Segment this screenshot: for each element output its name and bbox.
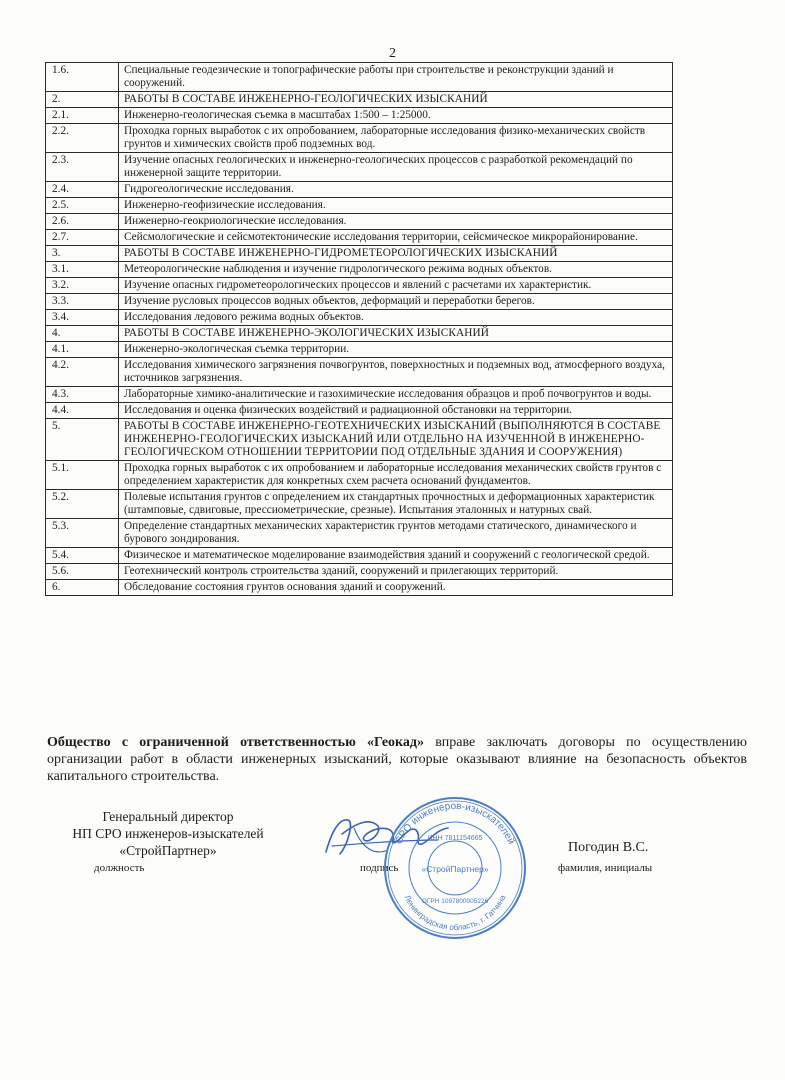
row-number: 6. <box>46 580 119 596</box>
page-number: 2 <box>389 46 396 61</box>
row-number: 5.3. <box>46 519 119 548</box>
company-name: Общество с ограниченной ответственностью «Геокад» <box>47 735 424 750</box>
work-description: Инженерно-геологическая съемка в масштабах 1:500 – 1:25000. <box>119 108 673 124</box>
row-number: 5.4. <box>46 548 119 564</box>
work-description: Изучение русловых процессов водных объектов, деформаций и переработки берегов. <box>119 294 673 310</box>
declaration-text: вправе заключать договоры по осуществлению организации работ в области инженерных изысканий, которые оказывают влияние на безопасность объектов капитального строительства. <box>47 735 747 784</box>
row-number: 4.3. <box>46 387 119 403</box>
table-row <box>46 342 673 358</box>
table-row <box>46 124 673 153</box>
table-row <box>46 387 673 403</box>
signatory-role-line-2: НП СРО инженеров-изыскателей <box>72 826 264 841</box>
row-number: 3.2. <box>46 278 119 294</box>
table-row <box>46 564 673 580</box>
name-caption: фамилия, инициалы <box>558 862 653 874</box>
table-row <box>46 310 673 326</box>
signatory-role-line-1: Генеральный директор <box>102 809 234 824</box>
table-row <box>46 490 673 519</box>
svg-text:«СтройПартнер»: «СтройПартнер» <box>421 864 489 874</box>
work-description: Инженерно-экологическая съемка территории. <box>119 342 673 358</box>
work-types-table <box>45 62 673 596</box>
organization-seal <box>380 793 530 943</box>
work-description: Инженерно-геофизические исследования. <box>119 198 673 214</box>
work-types-table-body <box>46 63 673 596</box>
table-row <box>46 63 673 92</box>
table-row <box>46 108 673 124</box>
declaration-paragraph <box>47 734 747 785</box>
row-number: 2.7. <box>46 230 119 246</box>
row-number: 4.4. <box>46 403 119 419</box>
work-description: Исследования химического загрязнения почвогрунтов, поверхностных и подземных вод, атмосферного воздуха, источников загрязнения. <box>119 358 673 387</box>
work-description: Изучение опасных геологических и инженерно-геологических процессов с разработкой рекомендаций по инженерной защите территории. <box>119 153 673 182</box>
row-number: 3. <box>46 246 119 262</box>
svg-text:ИНН 7811154665: ИНН 7811154665 <box>427 835 483 842</box>
work-description: Сейсмологические и сейсмотектонические исследования территории, сейсмическое микрорайонирование. <box>119 230 673 246</box>
row-number: 5.2. <box>46 490 119 519</box>
row-number: 3.3. <box>46 294 119 310</box>
work-description: Проходка горных выработок с их опробованием, лабораторные исследования физико-механических свойств грунтов и химических свойств проб подземных вод. <box>119 124 673 153</box>
signatory-name: Погодин В.С. <box>568 840 649 855</box>
section-title: РАБОТЫ В СОСТАВЕ ИНЖЕНЕРНО-ГИДРОМЕТЕОРОЛОГИЧЕСКИХ ИЗЫСКАНИЙ <box>119 246 673 262</box>
row-number: 4. <box>46 326 119 342</box>
table-row <box>46 548 673 564</box>
signatory-role-line-3: «СтройПартнер» <box>119 843 217 858</box>
row-number: 2.4. <box>46 182 119 198</box>
table-row <box>46 580 673 596</box>
section-row <box>46 246 673 262</box>
svg-text:Ленинградская область, г. Гатч: Ленинградская область, г. Гатчина <box>402 893 508 933</box>
section-row <box>46 419 673 461</box>
table-row <box>46 153 673 182</box>
row-number: 2.1. <box>46 108 119 124</box>
section-title: РАБОТЫ В СОСТАВЕ ИНЖЕНЕРНО-ЭКОЛОГИЧЕСКИХ ИЗЫСКАНИЙ <box>119 326 673 342</box>
row-number: 5.6. <box>46 564 119 580</box>
section-row <box>46 326 673 342</box>
row-number: 2.3. <box>46 153 119 182</box>
row-number: 4.1. <box>46 342 119 358</box>
table-row <box>46 461 673 490</box>
row-number: 3.1. <box>46 262 119 278</box>
table-row <box>46 294 673 310</box>
row-number: 3.4. <box>46 310 119 326</box>
row-number: 1.6. <box>46 63 119 92</box>
table-row <box>46 403 673 419</box>
row-number: 2.6. <box>46 214 119 230</box>
svg-text:СРО инженеров-изыскателей: СРО инженеров-изыскателей <box>393 800 517 847</box>
section-row <box>46 92 673 108</box>
work-description: Обследование состояния грунтов основания зданий и сооружений. <box>119 580 673 596</box>
work-description: Инженерно-геокриологические исследования. <box>119 214 673 230</box>
work-description: Физическое и математическое моделирование взаимодействия зданий и сооружений с геологической средой. <box>119 548 673 564</box>
work-description: Лабораторные химико-аналитические и газохимические исследования образцов и проб почвогрунтов и воды. <box>119 387 673 403</box>
work-description: Определение стандартных механических характеристик грунтов методами статического, динамического и бурового зондирования. <box>119 519 673 548</box>
work-description: Полевые испытания грунтов с определением их стандартных прочностных и деформационных характеристик (штамповые, сдвиговые, прессиометрические, срезные). Испытания эталонных и натурных свай. <box>119 490 673 519</box>
table-row <box>46 230 673 246</box>
signature-caption: подпись <box>360 862 399 874</box>
work-description: Исследования и оценка физических воздействий и радиационной обстановки на территории. <box>119 403 673 419</box>
signatory-role <box>48 808 288 859</box>
work-description: Специальные геодезические и топографические работы при строительстве и реконструкции зданий и сооружений. <box>119 63 673 92</box>
table-row <box>46 262 673 278</box>
svg-text:ОГРН 1097800005226: ОГРН 1097800005226 <box>421 898 489 905</box>
table-row <box>46 278 673 294</box>
row-number: 2. <box>46 92 119 108</box>
work-description: Гидрогеологические исследования. <box>119 182 673 198</box>
table-row <box>46 358 673 387</box>
row-number: 4.2. <box>46 358 119 387</box>
row-number: 2.2. <box>46 124 119 153</box>
section-title: РАБОТЫ В СОСТАВЕ ИНЖЕНЕРНО-ГЕОТЕХНИЧЕСКИХ ИЗЫСКАНИЙ (ВЫПОЛНЯЮТСЯ В СОСТАВЕ ИНЖЕНЕРНО-ГЕОЛОГИЧЕСКИХ ИЗЫСКАНИЙ ИЛИ ОТДЕЛЬНО НА ИЗУЧЕННОЙ В ИНЖЕНЕРНО-ГЕОЛОГИЧЕСКОМ ОТНОШЕНИИ ТЕРРИТОРИИ ПОД ОТДЕЛЬНЫЕ ЗДАНИЯ И СООРУЖЕНИЯ) <box>119 419 673 461</box>
work-description: Геотехнический контроль строительства зданий, сооружений и прилегающих территорий. <box>119 564 673 580</box>
work-description: Проходка горных выработок с их опробованием и лабораторные исследования механических свойств грунтов с определением характеристик для конкретных схем расчета оснований фундаментов. <box>119 461 673 490</box>
row-number: 2.5. <box>46 198 119 214</box>
row-number: 5. <box>46 419 119 461</box>
table-row <box>46 198 673 214</box>
work-description: Изучение опасных гидрометеорологических процессов и явлений с расчетами их характеристик. <box>119 278 673 294</box>
section-title: РАБОТЫ В СОСТАВЕ ИНЖЕНЕРНО-ГЕОЛОГИЧЕСКИХ ИЗЫСКАНИЙ <box>119 92 673 108</box>
role-caption: должность <box>94 862 145 874</box>
table-row <box>46 214 673 230</box>
table-row <box>46 519 673 548</box>
table-row <box>46 182 673 198</box>
work-description: Метеорологические наблюдения и изучение гидрологического режима водных объектов. <box>119 262 673 278</box>
work-description: Исследования ледового режима водных объектов. <box>119 310 673 326</box>
row-number: 5.1. <box>46 461 119 490</box>
